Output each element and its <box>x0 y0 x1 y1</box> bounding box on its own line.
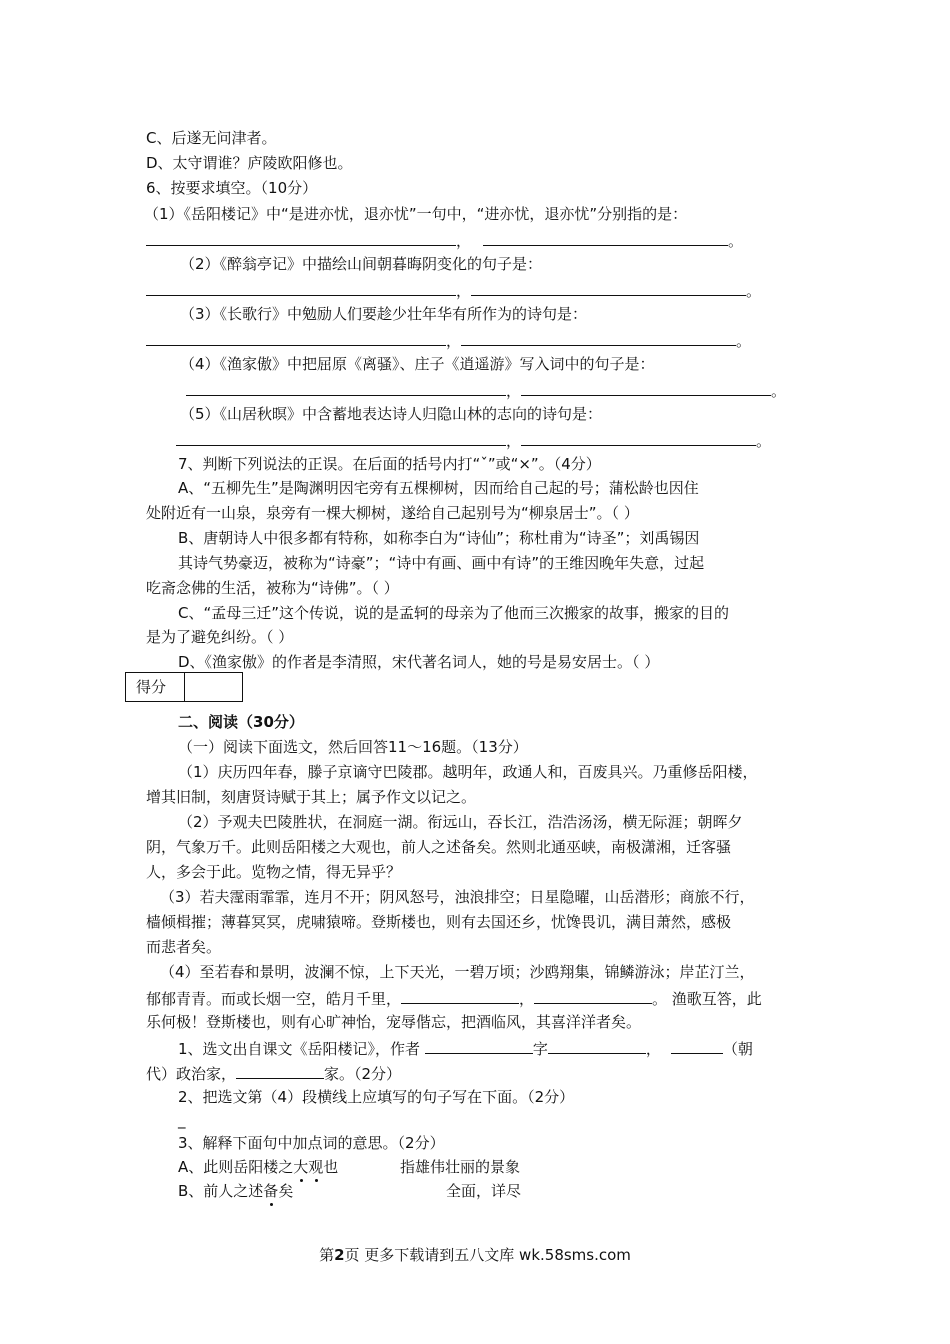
passage-p4-line1: （4）至若春和景明，波澜不惊，上下天光，一碧万顷；沙鸥翔集，锦鳞游泳；岸芷汀兰， <box>160 963 755 981</box>
dotted-char: 观 <box>308 1158 324 1176</box>
score-box <box>125 672 243 702</box>
q6-prompt-1: （1）《岳阳楼记》中“是进亦忧，退亦忧”一句中，“进亦忧，退亦忧”分别指的是： <box>144 205 688 223</box>
q7-a-line1: A、“五柳先生”是陶渊明因宅旁有五棵柳树，因而给自己起的号；蒲松龄也因住 <box>178 479 699 497</box>
passage-p4-line3: 乐何极！登斯楼也，则有心旷神怡，宠辱偕忘，把酒临风，其喜洋洋者矣。 <box>146 1013 642 1031</box>
q7-b-line2: 其诗气势豪迈，被称为“诗豪”；“诗中有画、画中有诗”的王维因晚年失意，过起 <box>178 554 705 572</box>
blank[interactable] <box>521 379 771 396</box>
blank[interactable] <box>401 987 519 1004</box>
q7-b-line1: B、唐朝诗人中很多都有特称，如称李白为“诗仙”；称杜甫为“诗圣”；刘禹锡因 <box>178 529 700 547</box>
page-number: 2 <box>334 1246 345 1264</box>
page-footer: 第2页 更多下载请到五八文库 wk.58sms.com <box>319 1246 631 1264</box>
score-label: 得分 <box>136 678 167 696</box>
rq3-b-answer: 全面，详尽 <box>446 1182 522 1200</box>
passage-p2-line1: （2）予观夫巴陵胜状，在洞庭一湖。衔远山，吞长江，浩浩汤汤，横无际涯；朝晖夕 <box>178 813 743 831</box>
q5-option-d: D、太守谓谁？庐陵欧阳修也。 <box>146 154 353 172</box>
passage-p4-line2: 郁郁青青。而或长烟一空，皓月千里， ， 。 渔歌互答，此 <box>146 987 762 1009</box>
rq1-line1: 1、选文出自课文《岳阳楼记》，作者 字 ， （朝 <box>178 1037 753 1059</box>
q7-d-line1: D、《渔家傲》的作者是李清照，宋代著名词人，她的号是易安居士。（ ） <box>178 653 660 671</box>
q6-answer-line-4: ， 。 <box>186 379 786 401</box>
blank[interactable] <box>483 229 728 246</box>
rq3-b: B、前人之述备矣 <box>178 1182 294 1200</box>
q6-prompt-2: （2）《醉翁亭记》中描绘山间朝暮晦阴变化的句子是： <box>180 255 543 273</box>
q6-prompt-5: （5）《山居秋暝》中含蓄地表达诗人归隐山林的志向的诗句是： <box>180 405 603 423</box>
blank[interactable] <box>548 1037 646 1054</box>
reading-heading: 二、阅读（30分） <box>178 713 304 731</box>
dotted-char: 备 <box>263 1182 279 1200</box>
score-box-divider <box>184 673 185 701</box>
rq2: 2、把选文第（4）段横线上应填写的句子写在下面。（2分） <box>178 1088 575 1106</box>
q6-answer-line-3: ， 。 <box>146 329 751 351</box>
q7-c-line1: C、“孟母三迁”这个传说，说的是孟轲的母亲为了他而三次搬家的故事，搬家的目的 <box>178 604 730 622</box>
blank[interactable] <box>146 229 456 246</box>
q7-c-line2: 是为了避免纠纷。（ ） <box>146 628 294 646</box>
rq2-answer-blank[interactable]: _ <box>178 1111 186 1129</box>
q7-title: 7、判断下列说法的正误。在后面的括号内打“ˇ”或“×”。（4分） <box>178 455 601 473</box>
passage-p3-line2: 樯倾楫摧；薄暮冥冥，虎啸猿啼。登斯楼也，则有去国还乡，忧馋畏讥，满目萧然，感极 <box>146 913 732 931</box>
q7-a-line2: 处附近有一山泉，泉旁有一棵大柳树，遂给自己起别号为“柳泉居士”。（ ） <box>146 504 639 522</box>
blank[interactable] <box>146 279 456 296</box>
passage-p1-line1: （1）庆历四年春，滕子京谪守巴陵郡。越明年，政通人和，百废具兴。乃重修岳阳楼， <box>178 763 758 781</box>
q6-prompt-3: （3）《长歌行》中勉励人们要趁少壮年华有所作为的诗句是： <box>180 305 588 323</box>
rq3-a: A、此则岳阳楼之大观也 <box>178 1158 339 1176</box>
blank[interactable] <box>425 1037 533 1054</box>
blank[interactable] <box>471 279 746 296</box>
passage-p2-line2: 阴，气象万千。此则岳阳楼之大观也，前人之述备矣。然则北通巫峡，南极潇湘，迁客骚 <box>146 838 732 856</box>
passage-p3-line1: （3）若夫霪雨霏霏，连月不开；阴风怒号，浊浪排空；日星隐曜，山岳潜形；商旅不行， <box>160 888 755 906</box>
q6-answer-line-1: ， 。 <box>146 229 743 251</box>
blank[interactable] <box>461 329 736 346</box>
reading-intro: （一）阅读下面选文，然后回答11～16题。（13分） <box>178 738 528 756</box>
passage-p3-line3: 而悲者矣。 <box>146 938 222 956</box>
q6-title: 6、按要求填空。（10分） <box>146 179 318 197</box>
q5-option-c: C、后遂无问津者。 <box>146 129 277 147</box>
passage-p1-line2: 增其旧制，刻唐贤诗赋于其上；属予作文以记之。 <box>146 788 477 806</box>
blank[interactable] <box>176 429 506 446</box>
blank[interactable] <box>186 379 506 396</box>
blank[interactable] <box>146 329 446 346</box>
dotted-char: 大 <box>293 1158 309 1176</box>
rq3-a-answer: 指雄伟壮丽的景象 <box>400 1158 521 1176</box>
blank[interactable] <box>534 987 652 1004</box>
q6-answer-line-5: ， 。 <box>176 429 771 451</box>
q7-b-line3: 吃斋念佛的生活，被称为“诗佛”。（ ） <box>146 579 399 597</box>
q6-prompt-4: （4）《渔家傲》中把屈原《离骚》、庄子《逍遥游》写入词中的句子是： <box>180 355 655 373</box>
blank[interactable] <box>671 1037 723 1054</box>
blank[interactable] <box>521 429 756 446</box>
blank[interactable] <box>236 1062 324 1079</box>
passage-p2-line3: 人，多会于此。览物之情，得无异乎？ <box>146 863 402 881</box>
rq1-line2: 代）政治家， 家。（2分） <box>146 1062 401 1084</box>
q6-answer-line-2: ， 。 <box>146 279 761 301</box>
rq3: 3、解释下面句中加点词的意思。（2分） <box>178 1134 445 1152</box>
